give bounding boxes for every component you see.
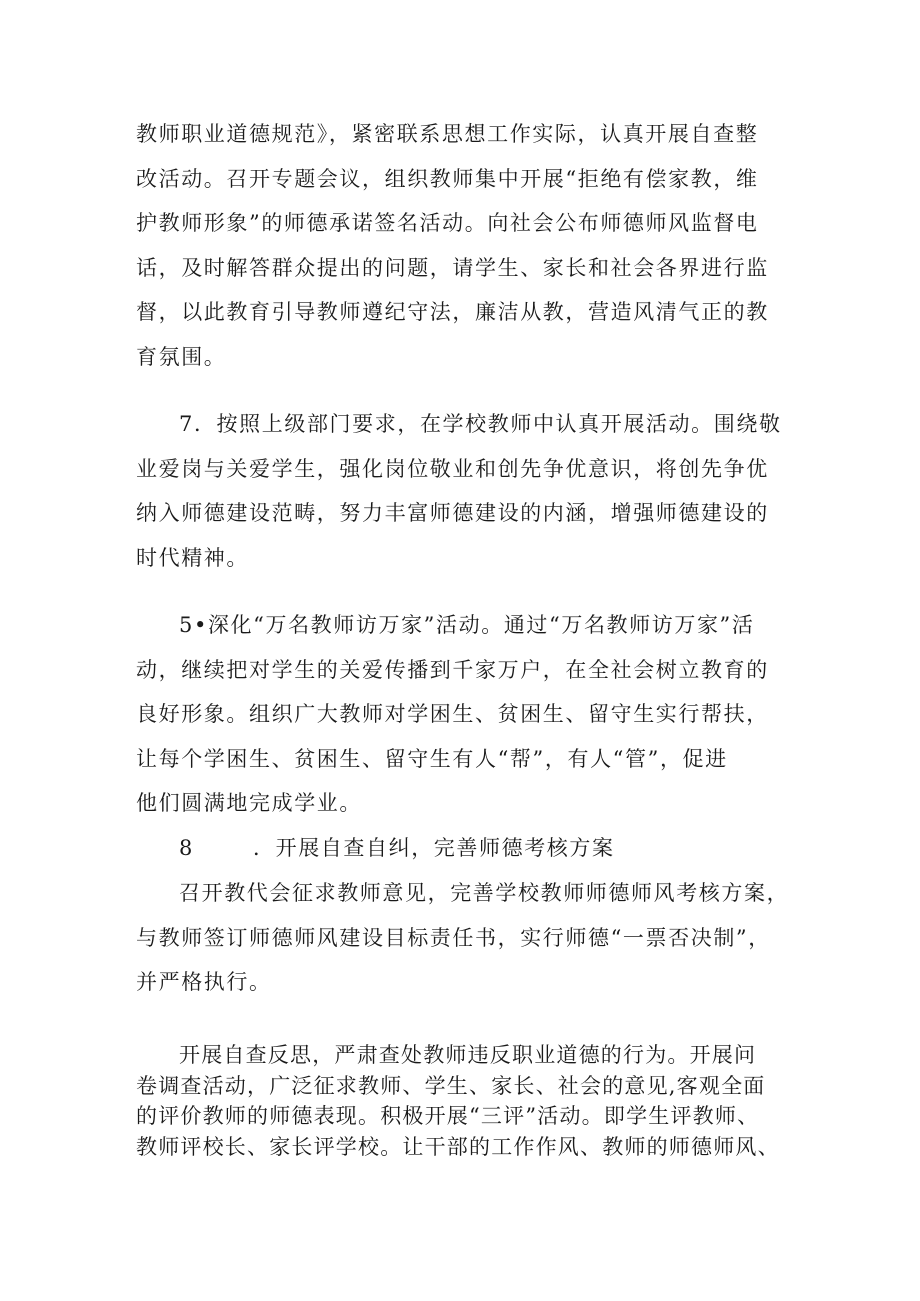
text-line: 召开教代会征求教师意见，完善学校教师师德师风考核方案， xyxy=(179,881,790,905)
text-line: 督，以此教育引导教师遵纪守法，廉洁从教，营造风清气正的教 xyxy=(136,300,769,325)
text-line: 他们圆满地完成学业。 xyxy=(136,791,362,816)
text-line: 与教师签订师德师风建设目标责任书，实行师德“一票否决制”， xyxy=(136,925,771,950)
text-line: 开展自查反思，严肃查处教师违反职业道德的行为。开展问 xyxy=(179,1043,757,1067)
paragraph-3 xyxy=(136,603,796,826)
text-line: 卷调查活动，广泛征求教师、学生、家长、社会的意见,客观全面 xyxy=(136,1073,766,1098)
text-line: 良好形象。组织广大教师对学困生、贫困生、留守生实行帮扶， xyxy=(136,702,769,727)
heading-text: ．开展自查自纠，完善师德考核方案 xyxy=(253,836,615,860)
text-line: 教师评校长、家长评学校。让干部的工作作风、教师的师德师风、 xyxy=(136,1134,780,1159)
paragraph-4 xyxy=(136,871,796,1005)
text-line: 育氛围。 xyxy=(136,344,227,369)
text-line: 让每个学困生、贫困生、留守生有人“帮”，有人“管”，促进 xyxy=(136,746,728,771)
text-line: 7．按照上级部门要求，在学校教师中认真开展活动。围绕敬 xyxy=(179,412,782,436)
text-line: 纳入师德建设范畴，努力丰富师德建设的内涵，增强师德建设的 xyxy=(136,501,769,526)
text-line: 教师职业道德规范》，紧密联系思想工作实际，认真开展自查整 xyxy=(136,122,759,146)
text-line: 并严格执行。 xyxy=(136,970,272,995)
heading-number: 8 xyxy=(179,836,194,860)
text-line: 护教师形象”的师德承诺签名活动。向社会公布师德师风监督电 xyxy=(136,211,759,236)
text-line: 业爱岗与关爱学生，强化岗位敬业和创先争优意识，将创先争优 xyxy=(136,456,769,481)
heading-line xyxy=(136,826,796,871)
text-line: 5•深化“万名教师访万家”活动。通过“万名教师访万家”活 xyxy=(179,613,755,637)
text-line: 时代精神。 xyxy=(136,545,249,570)
text-line: 话，及时解答群众提出的问题，请学生、家长和社会各界进行监 xyxy=(136,255,769,280)
section-heading-8 xyxy=(136,826,796,871)
paragraph-1 xyxy=(136,112,796,380)
text-line: 动，继续把对学生的关爱传播到千家万户，在全社会树立教育的 xyxy=(136,657,769,682)
text-line: 的评价教师的师德表现。积极开展“三评”活动。即学生评教师、 xyxy=(136,1104,760,1128)
paragraph-2 xyxy=(136,402,796,580)
text-line: 改活动。召开专题会议，组织教师集中开展“拒绝有偿家教，维 xyxy=(136,166,759,191)
paragraph-5 xyxy=(136,1040,796,1162)
